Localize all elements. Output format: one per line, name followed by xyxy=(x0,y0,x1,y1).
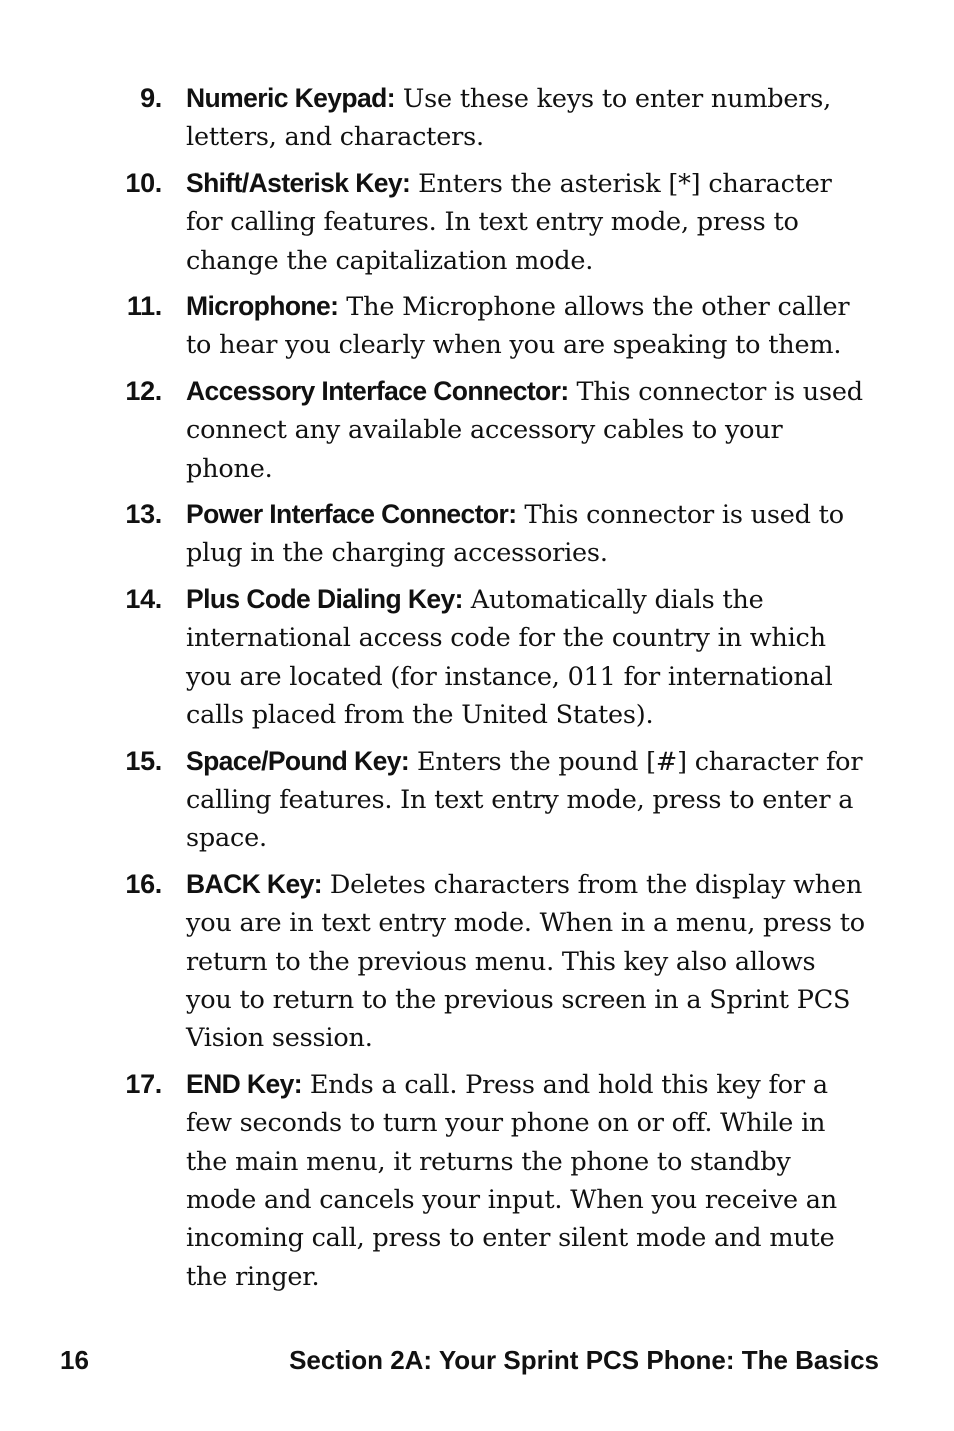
item-description: This connector is used connect any available accessory cables to your phone. xyxy=(186,376,863,484)
item-term: BACK Key: xyxy=(186,868,322,899)
item-number: 14. xyxy=(125,583,162,614)
item-body xyxy=(186,580,866,735)
item-term: Accessory Interface Connector: xyxy=(186,375,569,406)
item-body xyxy=(186,865,866,1058)
item-description: The Microphone allows the other caller to hear you clearly when you are speaking to them. xyxy=(186,292,850,361)
item-description: Ends a call. Press and hold this key for a few seconds to turn your phone on or off. While in the main menu, it returns the phone to standby mode and cancels your input. When you receive an incoming call, press to enter silent mode and mute the ringer. xyxy=(186,1069,837,1292)
item-term: Numeric Keypad: xyxy=(186,83,395,113)
list-item xyxy=(0,79,954,157)
item-body xyxy=(186,287,866,365)
item-description: Deletes characters from the display when you are in text entry mode. When in a menu, press to return to the previous menu. This key also allows you to return to the previous screen in a Sprint PCS Vision session. xyxy=(186,869,865,1054)
list-item xyxy=(0,580,954,735)
item-term: END Key: xyxy=(186,1068,302,1099)
item-body xyxy=(186,79,866,157)
item-number: 10. xyxy=(125,167,162,198)
list-item xyxy=(0,372,954,488)
item-term: Shift/Asterisk Key: xyxy=(186,167,411,198)
item-number: 12. xyxy=(125,375,162,406)
list-item xyxy=(0,164,954,280)
item-term: Plus Code Dialing Key: xyxy=(186,583,463,614)
item-body xyxy=(186,1065,866,1296)
item-term: Space/Pound Key: xyxy=(186,745,410,776)
item-description: Enters the pound [#] character for calling features. In text entry mode, press to enter a space. xyxy=(186,746,863,854)
item-number: 11. xyxy=(126,291,162,322)
item-body xyxy=(186,742,866,858)
item-body xyxy=(186,495,866,573)
list-item xyxy=(0,287,954,365)
list-item xyxy=(0,495,954,573)
item-number: 16. xyxy=(125,868,162,899)
item-description: Use these keys to enter numbers, letters, and characters. xyxy=(186,84,832,153)
item-number: 13. xyxy=(125,499,162,530)
page-footer xyxy=(0,1340,954,1380)
item-number: 9. xyxy=(140,83,162,113)
item-number: 17. xyxy=(125,1068,162,1099)
item-description: Enters the asterisk [*] character for calling features. In text entry mode, press to change the capitalization mode. xyxy=(186,168,832,276)
item-description: Automatically dials the international access code for the country in which you are located (for instance, 011 for international calls placed from the United States). xyxy=(186,584,833,731)
list-item xyxy=(0,1065,954,1296)
item-term: Power Interface Connector: xyxy=(186,499,517,530)
list-item xyxy=(0,865,954,1058)
item-number: 15. xyxy=(125,745,162,776)
item-body xyxy=(186,372,866,488)
item-term: Microphone: xyxy=(186,291,339,322)
item-description: This connector is used to plug in the charging accessories. xyxy=(186,500,844,569)
section-title: Section 2A: Your Sprint PCS Phone: The Basics xyxy=(289,1345,879,1375)
page-number: 16 xyxy=(60,1345,89,1375)
item-body xyxy=(186,164,866,280)
list-item xyxy=(0,742,954,858)
key-description-list xyxy=(0,79,954,1303)
